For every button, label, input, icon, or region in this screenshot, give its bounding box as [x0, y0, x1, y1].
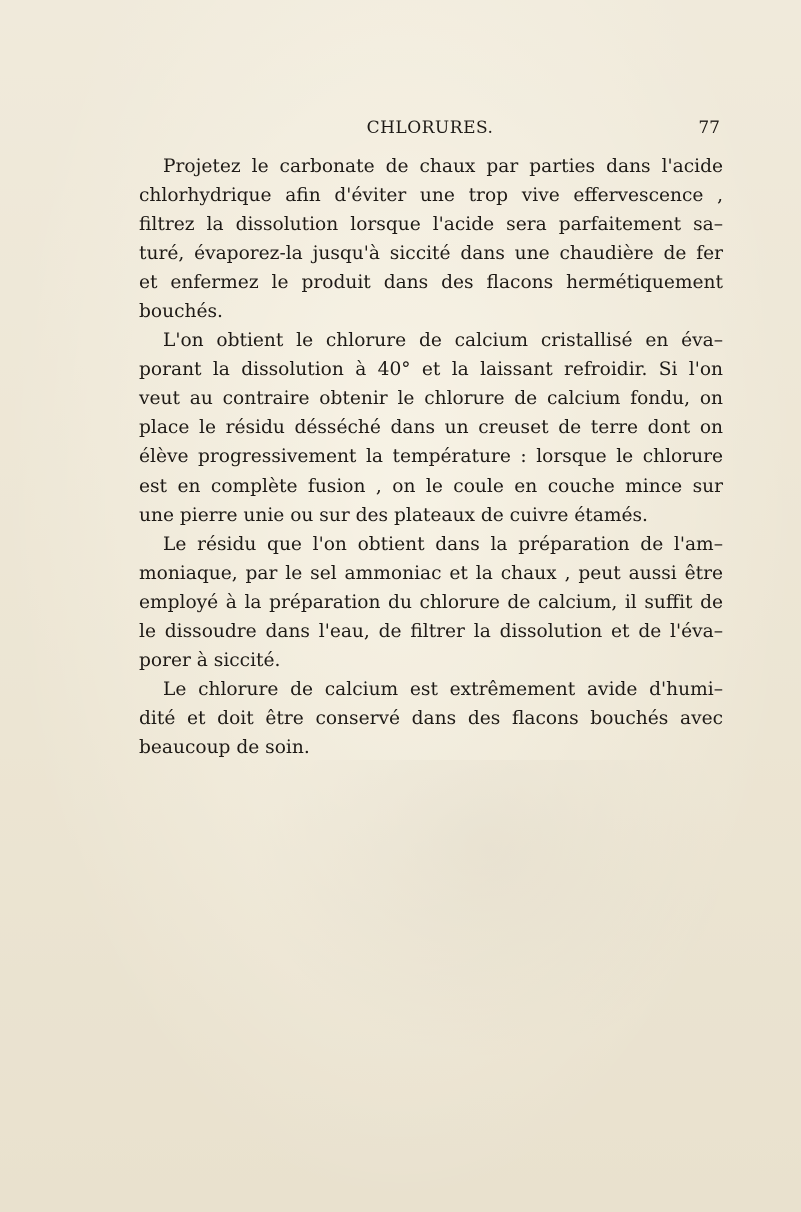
- text-line: Le résidu que l'on obtient dans la préparation de l'am–: [163, 533, 723, 555]
- text-line: une pierre unie ou sur des plateaux de cuivre étamés.: [139, 504, 648, 526]
- text-line: dité et doit être conservé dans des flacons bouchés avec: [139, 707, 723, 729]
- text-line: veut au contraire obtenir le chlorure de calcium fondu, on: [139, 388, 723, 410]
- text-line: et enfermez le produit dans des flacons hermétiquement: [139, 272, 723, 294]
- text-line: porant la dissolution à 40° et la laissant refroidir. Si l'on: [139, 359, 723, 381]
- text-line: élève progressivement la température : lorsque le chlorure: [139, 446, 723, 468]
- running-head-title: CHLORURES.: [366, 118, 494, 138]
- text-line: turé, évaporez-la jusqu'à siccité dans une chaudière de fer: [139, 243, 723, 265]
- text-line: employé à la préparation du chlorure de calcium, il suffit de: [139, 591, 723, 613]
- text-line: porer à siccité.: [139, 649, 281, 671]
- paragraph: [139, 530, 723, 675]
- text-line: place le résidu désséché dans un creuset de terre dont on: [139, 417, 723, 439]
- page-number: 77: [698, 118, 720, 138]
- paragraph: [139, 675, 723, 762]
- paragraph: [139, 326, 723, 529]
- text-line: L'on obtient le chlorure de calcium cristallisé en éva–: [163, 330, 723, 352]
- text-line: chlorhydrique afin d'éviter une trop vive effervescence ,: [139, 185, 723, 207]
- text-line: bouchés.: [139, 301, 223, 323]
- text-line: le dissoudre dans l'eau, de filtrer la dissolution et de l'éva–: [139, 620, 723, 642]
- body-text: [139, 152, 723, 762]
- text-line: filtrez la dissolution lorsque l'acide sera parfaitement sa–: [139, 214, 723, 236]
- text-line: est en complète fusion , on le coule en couche mince sur: [139, 475, 723, 497]
- paragraph: [139, 152, 723, 326]
- text-line: Le chlorure de calcium est extrêmement avide d'humi–: [163, 678, 723, 700]
- text-line: beaucoup de soin.: [139, 736, 310, 758]
- text-line: moniaque, par le sel ammoniac et la chaux , peut aussi être: [139, 562, 723, 584]
- text-line: Projetez le carbonate de chaux par parties dans l'acide: [163, 156, 723, 177]
- show-through-stain: [250, 760, 730, 1060]
- running-head: [140, 118, 720, 142]
